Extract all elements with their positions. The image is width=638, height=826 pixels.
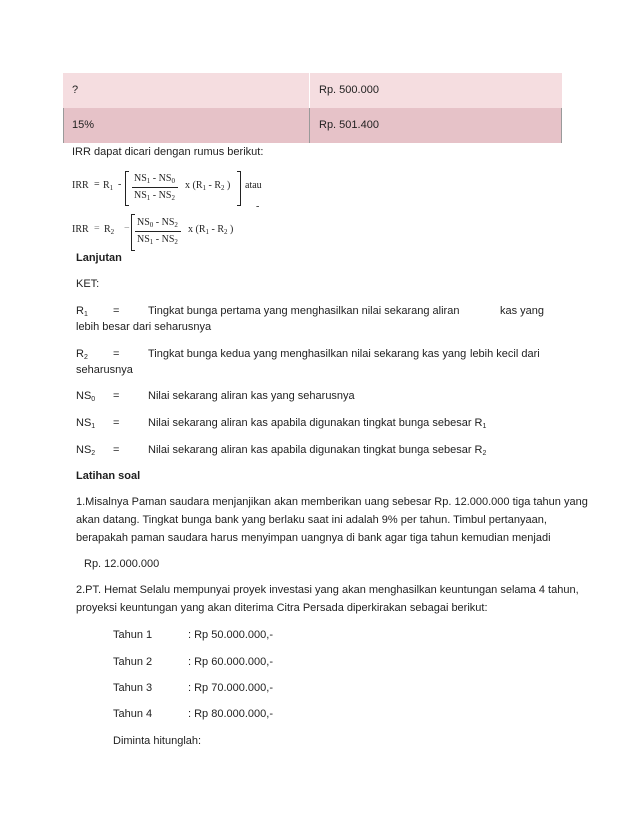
- def-symbol: $NS_1$: [76, 417, 96, 430]
- formula-lhs: IRR: [72, 180, 89, 191]
- table-cell: 15%: [72, 119, 95, 131]
- year-label: Tahun 2: [113, 656, 153, 668]
- table-cell: Rp. 500.000: [309, 73, 562, 108]
- table-row: [63, 108, 562, 143]
- question-line: proyeksi keuntungan yang akan diterima Citra Persada diperkirakan sebagai berikut:: [76, 602, 488, 614]
- def-text: Nilai sekarang aliran kas apabila digunakan tingkat bunga sebesar $R_1$: [148, 417, 487, 430]
- def-text: Tingkat bunga pertama yang menghasilkan nilai sekarang aliran: [148, 305, 460, 317]
- def-equals: =: [113, 417, 120, 429]
- formula-equals: =: [94, 223, 100, 234]
- formula-r: $R_1$: [103, 180, 114, 192]
- right-bracket: [237, 171, 241, 206]
- fraction-bar: [132, 187, 178, 188]
- fraction-bar: [135, 231, 181, 232]
- formula-equals: =: [94, 179, 100, 190]
- def-text: Tingkat bunga kedua yang menghasilkan nilai sekarang kas yang: [148, 348, 467, 360]
- table-row: [63, 73, 562, 108]
- year-value: : Rp 80.000.000,-: [188, 708, 274, 720]
- table-border-middle: [309, 108, 310, 143]
- section-heading-latihan: Latihan soal: [76, 470, 141, 482]
- left-bracket: [131, 214, 135, 251]
- def-equals: =: [113, 390, 120, 402]
- parenthetical: x ($R_1 - R_2$ ): [185, 180, 231, 192]
- year-value: : Rp 50.000.000,-: [188, 629, 274, 641]
- question-line: berapakah paman saudara harus menyimpan uangnya di bank agar tiga tahun kemudian menjadi: [76, 532, 551, 544]
- def-equals: =: [113, 305, 120, 317]
- year-value: : Rp 70.000.000,-: [188, 682, 274, 694]
- question-line: 1.Misalnya Paman saudara menjanjikan akan memberikan uang sebesar Rp. 12.000.000 tiga tahun yang: [76, 496, 588, 508]
- def-continuation: seharusnya: [76, 364, 133, 376]
- year-value: : Rp 60.000.000,-: [188, 656, 274, 668]
- denominator: $NS_1 - NS_2$: [134, 190, 175, 202]
- def-symbol: $NS_2$: [76, 444, 96, 457]
- def-equals: =: [113, 444, 120, 456]
- table-cell: Rp. 501.400: [309, 108, 562, 143]
- def-symbol: $R_2$: [76, 348, 88, 361]
- parenthetical: x ($R_1 - R_2$ ): [188, 224, 234, 236]
- formula-r: $R_2$: [104, 224, 115, 236]
- question-line: akan datang. Tingkat bunga bank yang berlaku saat ini adalah 9% per tahun. Timbul pertanyaan,: [76, 514, 547, 526]
- table-cell: ?: [72, 84, 79, 96]
- question-line: 2.PT. Hemat Selalu mempunyai proyek investasi yang akan menghasilkan keuntungan selama 4 tahun,: [76, 584, 579, 596]
- formula-lhs: IRR: [72, 224, 89, 235]
- formula-trail: -: [256, 201, 260, 212]
- def-symbol: $R_1$: [76, 305, 88, 318]
- def-continuation: lebih besar dari seharusnya: [76, 321, 212, 333]
- def-text-tail: kas yang: [500, 305, 545, 317]
- formula-minus: −: [124, 223, 130, 234]
- table-border-left: [63, 108, 64, 143]
- table-border-right: [561, 108, 562, 143]
- formula-minus: -: [118, 179, 122, 190]
- year-label: Tahun 1: [113, 629, 153, 641]
- def-symbol: $NS_0$: [76, 390, 96, 403]
- numerator: $NS_0 - NS_2$: [137, 217, 178, 229]
- diminta-label: Diminta hitunglah:: [113, 735, 202, 747]
- numerator: $NS_1 - NS_0$: [134, 173, 175, 185]
- denominator: $NS_1 - NS_2$: [137, 234, 178, 246]
- year-label: Tahun 3: [113, 682, 153, 694]
- def-text: Nilai sekarang aliran kas apabila digunakan tingkat bunga sebesar $R_2$: [148, 444, 487, 457]
- formula-intro: IRR dapat dicari dengan rumus berikut:: [72, 146, 264, 158]
- question-amount: Rp. 12.000.000: [84, 558, 160, 570]
- left-bracket: [125, 171, 129, 206]
- def-equals: =: [113, 348, 120, 360]
- section-heading-lanjutan: Lanjutan: [76, 252, 122, 264]
- year-label: Tahun 4: [113, 708, 153, 720]
- ket-label: KET:: [76, 278, 100, 290]
- def-text-tail: lebih kecil dari: [470, 348, 540, 360]
- atau-label: atau: [245, 180, 262, 191]
- def-text: Nilai sekarang aliran kas yang seharusnya: [148, 390, 355, 402]
